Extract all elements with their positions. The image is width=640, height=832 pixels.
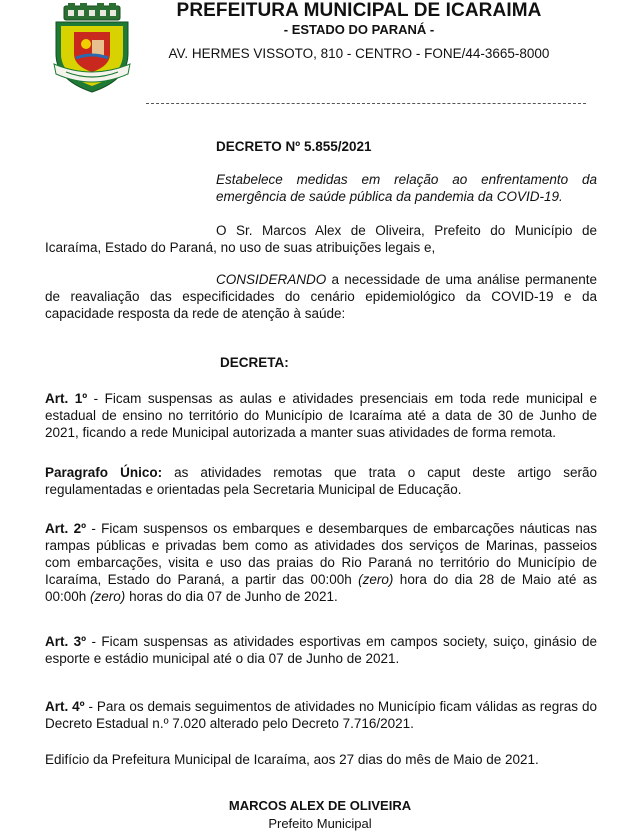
article-2-text-b: hora do dia 28 de Maio até as 00:00h — [45, 572, 597, 604]
considering-paragraph — [45, 271, 597, 322]
decree-title: DECRETO Nº 5.855/2021 — [216, 139, 372, 154]
considering-label: CONSIDERANDO — [216, 272, 327, 287]
article-2-text-a: - Ficam suspensos os embarques e desembarques de embarcações náuticas nas rampas públicas e privadas bem como as atividades dos serviços de Marinas, passeios com embarcações, visita e uso das praias do Rio Paraná no território do Município de Icaraíma, Estado do Paraná, a partir das 00:00h — [45, 521, 597, 587]
header-divider — [146, 103, 586, 104]
header-title: PREFEITURA MUNICIPAL DE ICARAIMA — [176, 0, 542, 21]
sole-paragraph — [45, 464, 597, 498]
decree-summary: Estabelece medidas em relação ao enfrentamento da emergência de saúde pública da pandemia da COVID-19. — [216, 172, 597, 204]
header-subtitle: - ESTADO DO PARANÁ - — [283, 22, 435, 37]
article-3 — [45, 633, 597, 667]
article-1-text: - Ficam suspensas as aulas e atividades presenciais em toda rede municipal e estadual de ensino no território do Município de Icaraíma até a data de 30 de Junho de 2021, ficando a rede Municipal autorizada a manter suas atividades de forma remota. — [45, 391, 597, 440]
closing-paragraph: Edifício da Prefeitura Municipal de Icaraíma, aos 27 dias do mês de Maio de 2021. — [45, 752, 539, 767]
article-2-label: Art. 2º — [45, 521, 87, 536]
decreta-heading: DECRETA: — [220, 355, 289, 370]
article-1-label: Art. 1º — [45, 391, 88, 406]
article-2-text-c: horas do dia 07 de Junho de 2021. — [125, 589, 338, 604]
article-2-zero-1: (zero) — [358, 572, 394, 587]
article-2 — [45, 520, 597, 605]
sole-paragraph-label: Paragrafo Único: — [45, 465, 163, 480]
article-4-label: Art. 4º — [45, 699, 85, 714]
considering-text: a necessidade de uma análise permanente de reavaliação das especificidades do cenário epidemiológico da COVID-19 e da capacidade resposta da rede de atenção à saúde: — [45, 272, 597, 321]
sole-paragraph-text: as atividades remotas que trata o caput deste artigo serão regulamentadas e orientadas pela Secretaria Municipal de Educação. — [45, 465, 597, 497]
article-4-text: - Para os demais seguimentos de atividades no Município ficam válidas as regras do Decreto Estadual n.º 7.020 alterado pelo Decreto 7.716/2021. — [45, 699, 597, 731]
coat-of-arms-icon — [46, 2, 138, 94]
article-2-zero-2: (zero) — [90, 589, 126, 604]
signatory-role: Prefeito Municipal — [268, 816, 372, 831]
article-3-label: Art. 3º — [45, 634, 87, 649]
signatory-name: MARCOS ALEX DE OLIVEIRA — [228, 798, 412, 813]
article-3-text: - Ficam suspensas as atividades esportivas em campos society, suiço, ginásio de esporte e estádio municipal até o dia 07 de Junho de 2021. — [45, 634, 597, 666]
header-address: AV. HERMES VISSOTO, 810 - CENTRO - FONE/44-3665-8000 — [168, 46, 550, 61]
article-4 — [45, 698, 597, 732]
article-1 — [45, 390, 597, 441]
preamble-paragraph: O Sr. Marcos Alex de Oliveira, Prefeito do Município de Icaraíma, Estado do Paraná, no uso de suas atribuições legais e, — [45, 223, 597, 255]
